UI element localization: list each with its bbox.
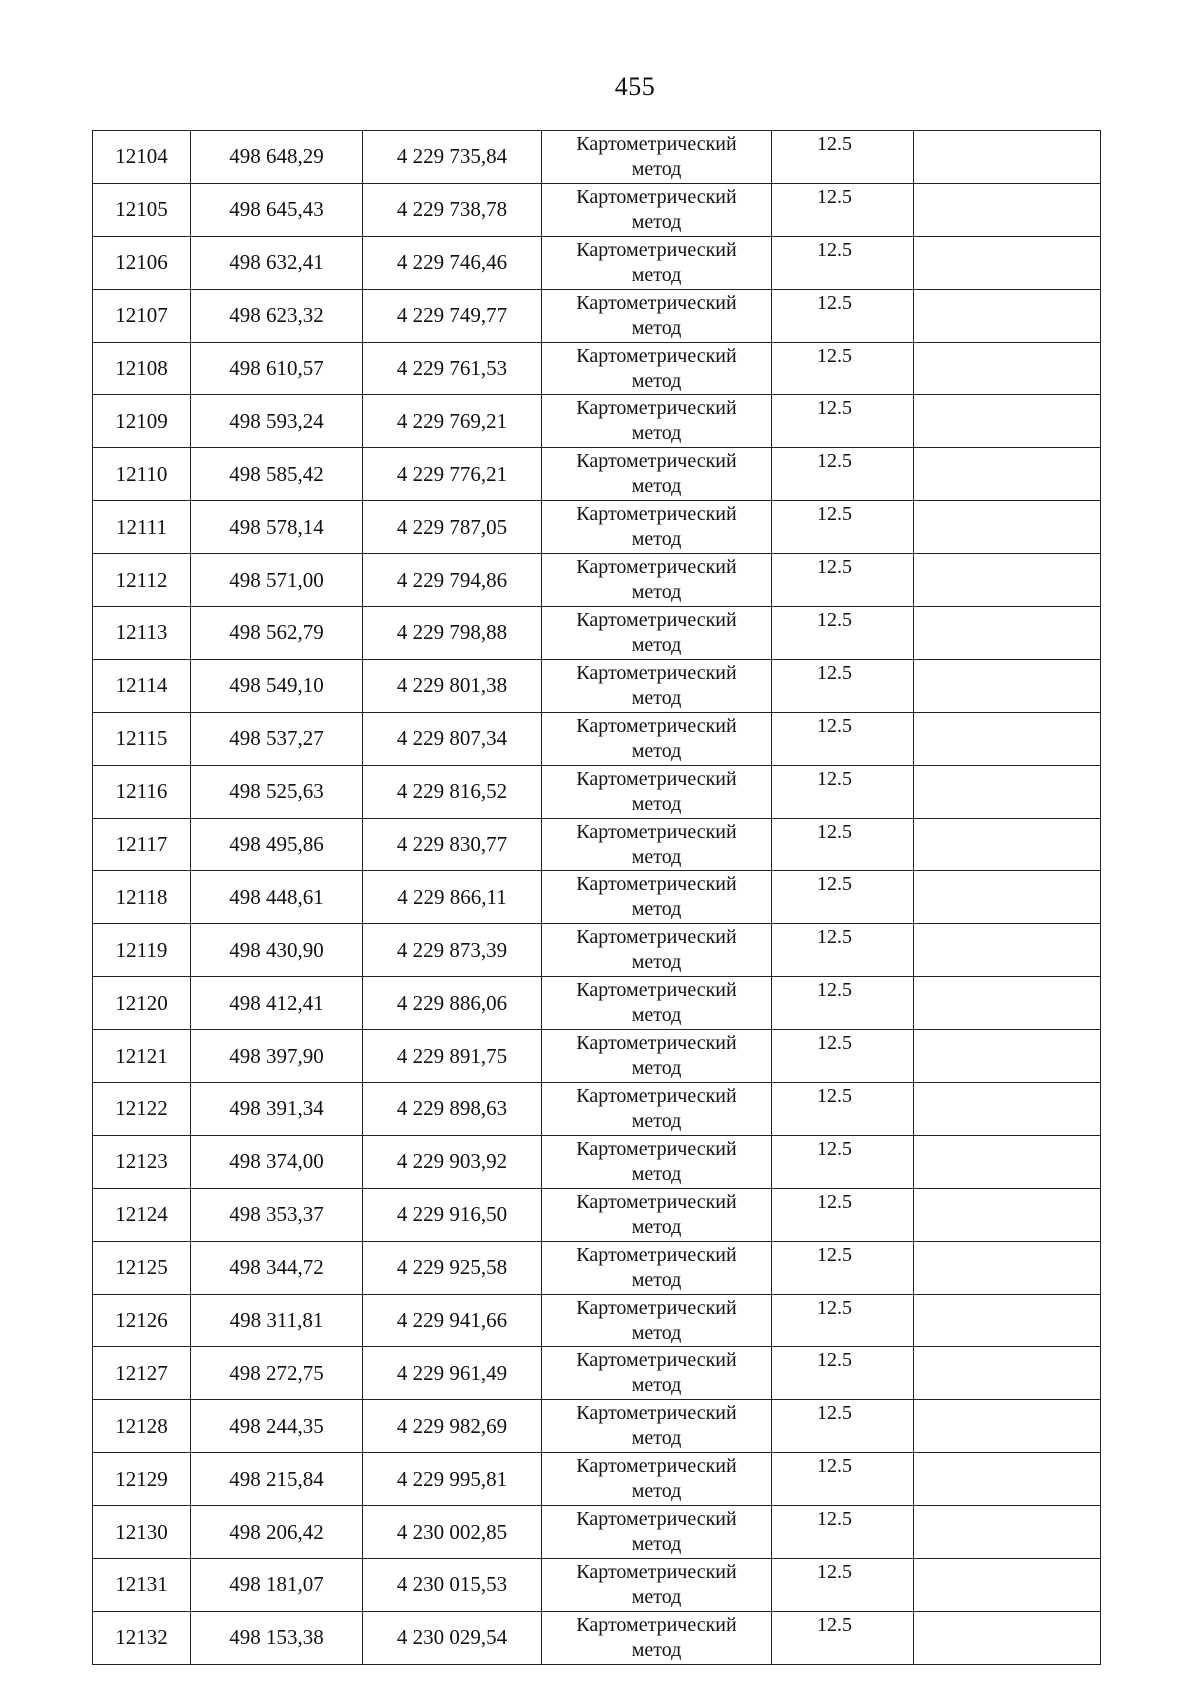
accuracy-cell: 12.5 bbox=[772, 1135, 914, 1188]
method-cell bbox=[542, 1135, 772, 1188]
method-cell bbox=[542, 289, 772, 342]
method-cell bbox=[542, 1188, 772, 1241]
note-cell bbox=[914, 554, 1101, 607]
note-cell bbox=[914, 765, 1101, 818]
method-line-1: Картометрический bbox=[576, 1402, 737, 1425]
y-coordinate-cell: 4 229 903,92 bbox=[363, 1135, 542, 1188]
method-cell bbox=[542, 1400, 772, 1453]
point-number-cell: 12128 bbox=[93, 1400, 191, 1453]
method-cell bbox=[542, 1506, 772, 1559]
point-number-cell: 12120 bbox=[93, 977, 191, 1030]
method-line-1: Картометрический bbox=[576, 609, 737, 632]
method-line-2: метод bbox=[631, 845, 682, 868]
accuracy-cell: 12.5 bbox=[772, 1083, 914, 1136]
point-number-cell: 12129 bbox=[93, 1453, 191, 1506]
table-row bbox=[93, 1083, 1101, 1136]
method-cell bbox=[542, 1030, 772, 1083]
method-cell bbox=[542, 554, 772, 607]
accuracy-cell: 12.5 bbox=[772, 818, 914, 871]
y-coordinate-cell: 4 229 807,34 bbox=[363, 712, 542, 765]
x-coordinate-cell: 498 353,37 bbox=[191, 1188, 363, 1241]
method-line-1: Картометрический bbox=[576, 1137, 737, 1160]
method-cell bbox=[542, 1611, 772, 1664]
x-coordinate-cell: 498 311,81 bbox=[191, 1294, 363, 1347]
method-cell bbox=[542, 765, 772, 818]
method-line-2: метод bbox=[631, 1586, 682, 1609]
point-number-cell: 12112 bbox=[93, 554, 191, 607]
point-number-cell: 12108 bbox=[93, 342, 191, 395]
method-line-1: Картометрический bbox=[576, 1190, 737, 1213]
method-cell bbox=[542, 131, 772, 184]
x-coordinate-cell: 498 244,35 bbox=[191, 1400, 363, 1453]
method-line-2: метод bbox=[631, 1110, 682, 1133]
note-cell bbox=[914, 1347, 1101, 1400]
method-line-2: метод bbox=[631, 634, 682, 657]
accuracy-cell: 12.5 bbox=[772, 1506, 914, 1559]
method-cell bbox=[542, 1559, 772, 1612]
point-number-cell: 12114 bbox=[93, 659, 191, 712]
method-line-1: Картометрический bbox=[576, 291, 737, 314]
method-line-1: Картометрический bbox=[576, 1561, 737, 1584]
method-line-1: Картометрический bbox=[576, 133, 737, 155]
y-coordinate-cell: 4 229 761,53 bbox=[363, 342, 542, 395]
note-cell bbox=[914, 1241, 1101, 1294]
method-line-2: метод bbox=[631, 686, 682, 709]
table-row bbox=[93, 1241, 1101, 1294]
y-coordinate-cell: 4 229 801,38 bbox=[363, 659, 542, 712]
y-coordinate-cell: 4 230 002,85 bbox=[363, 1506, 542, 1559]
accuracy-cell: 12.5 bbox=[772, 1347, 914, 1400]
method-cell bbox=[542, 871, 772, 924]
point-number-cell: 12116 bbox=[93, 765, 191, 818]
method-cell bbox=[542, 183, 772, 236]
method-line-1: Картометрический bbox=[576, 873, 737, 896]
note-cell bbox=[914, 1611, 1101, 1664]
y-coordinate-cell: 4 229 866,11 bbox=[363, 871, 542, 924]
x-coordinate-cell: 498 448,61 bbox=[191, 871, 363, 924]
note-cell bbox=[914, 1400, 1101, 1453]
method-line-1: Картометрический bbox=[576, 1296, 737, 1319]
x-coordinate-cell: 498 344,72 bbox=[191, 1241, 363, 1294]
method-line-1: Картометрический bbox=[576, 1243, 737, 1266]
method-line-1: Картометрический bbox=[576, 397, 737, 420]
x-coordinate-cell: 498 206,42 bbox=[191, 1506, 363, 1559]
method-line-2: метод bbox=[631, 898, 682, 921]
table-row bbox=[93, 818, 1101, 871]
method-line-2: метод bbox=[631, 792, 682, 815]
table-row bbox=[93, 712, 1101, 765]
table-row bbox=[93, 607, 1101, 660]
point-number-cell: 12105 bbox=[93, 183, 191, 236]
method-line-2: метод bbox=[631, 1638, 682, 1661]
table-row bbox=[93, 1347, 1101, 1400]
y-coordinate-cell: 4 229 891,75 bbox=[363, 1030, 542, 1083]
method-line-1: Картометрический bbox=[576, 556, 737, 579]
accuracy-cell: 12.5 bbox=[772, 236, 914, 289]
x-coordinate-cell: 498 412,41 bbox=[191, 977, 363, 1030]
table-row bbox=[93, 1453, 1101, 1506]
note-cell bbox=[914, 501, 1101, 554]
point-number-cell: 12125 bbox=[93, 1241, 191, 1294]
method-line-1: Картометрический bbox=[576, 1085, 737, 1108]
x-coordinate-cell: 498 525,63 bbox=[191, 765, 363, 818]
method-line-2: метод bbox=[631, 1057, 682, 1080]
method-cell bbox=[542, 236, 772, 289]
point-number-cell: 12111 bbox=[93, 501, 191, 554]
accuracy-cell: 12.5 bbox=[772, 501, 914, 554]
accuracy-cell: 12.5 bbox=[772, 1400, 914, 1453]
point-number-cell: 12131 bbox=[93, 1559, 191, 1612]
table-row bbox=[93, 131, 1101, 184]
note-cell bbox=[914, 1135, 1101, 1188]
y-coordinate-cell: 4 229 749,77 bbox=[363, 289, 542, 342]
method-cell bbox=[542, 1241, 772, 1294]
method-line-2: метод bbox=[631, 1427, 682, 1450]
method-cell bbox=[542, 712, 772, 765]
x-coordinate-cell: 498 537,27 bbox=[191, 712, 363, 765]
accuracy-cell: 12.5 bbox=[772, 1453, 914, 1506]
method-line-1: Картометрический bbox=[576, 926, 737, 949]
point-number-cell: 12107 bbox=[93, 289, 191, 342]
y-coordinate-cell: 4 229 873,39 bbox=[363, 924, 542, 977]
point-number-cell: 12130 bbox=[93, 1506, 191, 1559]
accuracy-cell: 12.5 bbox=[772, 977, 914, 1030]
table-row bbox=[93, 183, 1101, 236]
method-cell bbox=[542, 395, 772, 448]
coordinates-table bbox=[92, 130, 1101, 1665]
y-coordinate-cell: 4 230 015,53 bbox=[363, 1559, 542, 1612]
accuracy-cell: 12.5 bbox=[772, 712, 914, 765]
table-row bbox=[93, 659, 1101, 712]
x-coordinate-cell: 498 632,41 bbox=[191, 236, 363, 289]
note-cell bbox=[914, 1559, 1101, 1612]
table-row bbox=[93, 1294, 1101, 1347]
y-coordinate-cell: 4 229 738,78 bbox=[363, 183, 542, 236]
table-row bbox=[93, 501, 1101, 554]
method-line-1: Картометрический bbox=[576, 1455, 737, 1478]
method-line-1: Картометрический bbox=[576, 1032, 737, 1055]
x-coordinate-cell: 498 648,29 bbox=[191, 131, 363, 184]
table-row bbox=[93, 289, 1101, 342]
method-line-2: метод bbox=[631, 581, 682, 604]
accuracy-cell: 12.5 bbox=[772, 131, 914, 184]
point-number-cell: 12126 bbox=[93, 1294, 191, 1347]
point-number-cell: 12132 bbox=[93, 1611, 191, 1664]
table-row bbox=[93, 1506, 1101, 1559]
point-number-cell: 12119 bbox=[93, 924, 191, 977]
x-coordinate-cell: 498 623,32 bbox=[191, 289, 363, 342]
x-coordinate-cell: 498 645,43 bbox=[191, 183, 363, 236]
accuracy-cell: 12.5 bbox=[772, 554, 914, 607]
point-number-cell: 12121 bbox=[93, 1030, 191, 1083]
note-cell bbox=[914, 395, 1101, 448]
note-cell bbox=[914, 1506, 1101, 1559]
point-number-cell: 12117 bbox=[93, 818, 191, 871]
x-coordinate-cell: 498 495,86 bbox=[191, 818, 363, 871]
method-cell bbox=[542, 607, 772, 660]
point-number-cell: 12110 bbox=[93, 448, 191, 501]
table-row bbox=[93, 924, 1101, 977]
method-line-2: метод bbox=[631, 528, 682, 551]
method-line-2: метод bbox=[631, 739, 682, 762]
point-number-cell: 12127 bbox=[93, 1347, 191, 1400]
method-line-2: метод bbox=[631, 158, 682, 180]
y-coordinate-cell: 4 229 776,21 bbox=[363, 448, 542, 501]
note-cell bbox=[914, 342, 1101, 395]
method-line-1: Картометрический bbox=[576, 1508, 737, 1531]
method-line-1: Картометрический bbox=[576, 238, 737, 261]
accuracy-cell: 12.5 bbox=[772, 1559, 914, 1612]
method-line-1: Картометрический bbox=[576, 767, 737, 790]
note-cell bbox=[914, 131, 1101, 184]
method-line-2: метод bbox=[631, 951, 682, 974]
y-coordinate-cell: 4 230 029,54 bbox=[363, 1611, 542, 1664]
table-row bbox=[93, 1611, 1101, 1664]
point-number-cell: 12124 bbox=[93, 1188, 191, 1241]
method-cell bbox=[542, 1294, 772, 1347]
method-line-2: метод bbox=[631, 1215, 682, 1238]
y-coordinate-cell: 4 229 787,05 bbox=[363, 501, 542, 554]
note-cell bbox=[914, 1083, 1101, 1136]
method-cell bbox=[542, 342, 772, 395]
accuracy-cell: 12.5 bbox=[772, 659, 914, 712]
note-cell bbox=[914, 871, 1101, 924]
table-row bbox=[93, 765, 1101, 818]
method-line-2: метод bbox=[631, 369, 682, 392]
point-number-cell: 12118 bbox=[93, 871, 191, 924]
method-line-2: метод bbox=[631, 1480, 682, 1503]
x-coordinate-cell: 498 578,14 bbox=[191, 501, 363, 554]
table-row bbox=[93, 236, 1101, 289]
accuracy-cell: 12.5 bbox=[772, 342, 914, 395]
table-row bbox=[93, 1400, 1101, 1453]
y-coordinate-cell: 4 229 995,81 bbox=[363, 1453, 542, 1506]
y-coordinate-cell: 4 229 816,52 bbox=[363, 765, 542, 818]
note-cell bbox=[914, 712, 1101, 765]
note-cell bbox=[914, 1294, 1101, 1347]
method-cell bbox=[542, 1083, 772, 1136]
accuracy-cell: 12.5 bbox=[772, 1188, 914, 1241]
note-cell bbox=[914, 977, 1101, 1030]
x-coordinate-cell: 498 430,90 bbox=[191, 924, 363, 977]
note-cell bbox=[914, 1188, 1101, 1241]
y-coordinate-cell: 4 229 925,58 bbox=[363, 1241, 542, 1294]
method-line-1: Картометрический bbox=[576, 1349, 737, 1372]
table-row bbox=[93, 1030, 1101, 1083]
method-line-1: Картометрический bbox=[576, 1613, 737, 1636]
table-row bbox=[93, 554, 1101, 607]
method-line-1: Картометрический bbox=[576, 344, 737, 367]
table-row bbox=[93, 395, 1101, 448]
y-coordinate-cell: 4 229 830,77 bbox=[363, 818, 542, 871]
method-cell bbox=[542, 977, 772, 1030]
y-coordinate-cell: 4 229 746,46 bbox=[363, 236, 542, 289]
method-line-1: Картометрический bbox=[576, 661, 737, 684]
table-row bbox=[93, 342, 1101, 395]
method-line-2: метод bbox=[631, 1162, 682, 1185]
note-cell bbox=[914, 289, 1101, 342]
method-cell bbox=[542, 1347, 772, 1400]
table-row bbox=[93, 1559, 1101, 1612]
method-cell bbox=[542, 924, 772, 977]
method-line-1: Картометрический bbox=[576, 450, 737, 473]
point-number-cell: 12123 bbox=[93, 1135, 191, 1188]
x-coordinate-cell: 498 153,38 bbox=[191, 1611, 363, 1664]
x-coordinate-cell: 498 374,00 bbox=[191, 1135, 363, 1188]
x-coordinate-cell: 498 562,79 bbox=[191, 607, 363, 660]
x-coordinate-cell: 498 397,90 bbox=[191, 1030, 363, 1083]
method-cell bbox=[542, 501, 772, 554]
table-row bbox=[93, 1188, 1101, 1241]
y-coordinate-cell: 4 229 798,88 bbox=[363, 607, 542, 660]
x-coordinate-cell: 498 610,57 bbox=[191, 342, 363, 395]
accuracy-cell: 12.5 bbox=[772, 1030, 914, 1083]
y-coordinate-cell: 4 229 769,21 bbox=[363, 395, 542, 448]
accuracy-cell: 12.5 bbox=[772, 871, 914, 924]
note-cell bbox=[914, 1030, 1101, 1083]
accuracy-cell: 12.5 bbox=[772, 1611, 914, 1664]
point-number-cell: 12113 bbox=[93, 607, 191, 660]
y-coordinate-cell: 4 229 916,50 bbox=[363, 1188, 542, 1241]
table-row bbox=[93, 1135, 1101, 1188]
x-coordinate-cell: 498 593,24 bbox=[191, 395, 363, 448]
y-coordinate-cell: 4 229 898,63 bbox=[363, 1083, 542, 1136]
point-number-cell: 12122 bbox=[93, 1083, 191, 1136]
method-line-1: Картометрический bbox=[576, 714, 737, 737]
point-number-cell: 12106 bbox=[93, 236, 191, 289]
accuracy-cell: 12.5 bbox=[772, 448, 914, 501]
method-line-1: Картометрический bbox=[576, 503, 737, 526]
accuracy-cell: 12.5 bbox=[772, 1294, 914, 1347]
method-line-2: метод bbox=[631, 475, 682, 498]
note-cell bbox=[914, 924, 1101, 977]
table-body bbox=[93, 131, 1101, 1665]
accuracy-cell: 12.5 bbox=[772, 765, 914, 818]
method-line-1: Картометрический bbox=[576, 820, 737, 843]
method-line-2: метод bbox=[631, 1374, 682, 1397]
accuracy-cell: 12.5 bbox=[772, 183, 914, 236]
note-cell bbox=[914, 1453, 1101, 1506]
x-coordinate-cell: 498 215,84 bbox=[191, 1453, 363, 1506]
x-coordinate-cell: 498 391,34 bbox=[191, 1083, 363, 1136]
method-cell bbox=[542, 659, 772, 712]
method-line-2: метод bbox=[631, 1268, 682, 1291]
method-cell bbox=[542, 818, 772, 871]
method-line-2: метод bbox=[631, 1321, 682, 1344]
table-row bbox=[93, 977, 1101, 1030]
note-cell bbox=[914, 236, 1101, 289]
x-coordinate-cell: 498 571,00 bbox=[191, 554, 363, 607]
accuracy-cell: 12.5 bbox=[772, 289, 914, 342]
y-coordinate-cell: 4 229 735,84 bbox=[363, 131, 542, 184]
method-line-2: метод bbox=[631, 1004, 682, 1027]
table-row bbox=[93, 448, 1101, 501]
method-line-2: метод bbox=[631, 1533, 682, 1556]
method-line-1: Картометрический bbox=[576, 185, 737, 208]
point-number-cell: 12115 bbox=[93, 712, 191, 765]
table-row bbox=[93, 871, 1101, 924]
note-cell bbox=[914, 607, 1101, 660]
y-coordinate-cell: 4 229 941,66 bbox=[363, 1294, 542, 1347]
note-cell bbox=[914, 448, 1101, 501]
y-coordinate-cell: 4 229 982,69 bbox=[363, 1400, 542, 1453]
method-cell bbox=[542, 448, 772, 501]
page-number: 455 bbox=[614, 72, 656, 101]
accuracy-cell: 12.5 bbox=[772, 1241, 914, 1294]
x-coordinate-cell: 498 181,07 bbox=[191, 1559, 363, 1612]
method-cell bbox=[542, 1453, 772, 1506]
x-coordinate-cell: 498 272,75 bbox=[191, 1347, 363, 1400]
method-line-2: метод bbox=[631, 422, 682, 445]
note-cell bbox=[914, 659, 1101, 712]
y-coordinate-cell: 4 229 794,86 bbox=[363, 554, 542, 607]
accuracy-cell: 12.5 bbox=[772, 395, 914, 448]
accuracy-cell: 12.5 bbox=[772, 607, 914, 660]
x-coordinate-cell: 498 549,10 bbox=[191, 659, 363, 712]
note-cell bbox=[914, 183, 1101, 236]
point-number-cell: 12109 bbox=[93, 395, 191, 448]
point-number-cell: 12104 bbox=[93, 131, 191, 184]
method-line-2: метод bbox=[631, 316, 682, 339]
note-cell bbox=[914, 818, 1101, 871]
method-line-2: метод bbox=[631, 210, 682, 233]
method-line-2: метод bbox=[631, 263, 682, 286]
method-line-1: Картометрический bbox=[576, 979, 737, 1002]
y-coordinate-cell: 4 229 961,49 bbox=[363, 1347, 542, 1400]
accuracy-cell: 12.5 bbox=[772, 924, 914, 977]
y-coordinate-cell: 4 229 886,06 bbox=[363, 977, 542, 1030]
x-coordinate-cell: 498 585,42 bbox=[191, 448, 363, 501]
